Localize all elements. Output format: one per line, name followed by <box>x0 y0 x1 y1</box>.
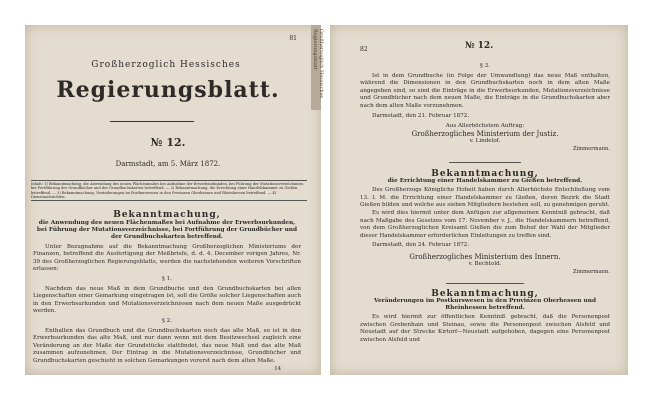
ministry-name: Großherzogliches Ministerium des Innern. <box>409 252 561 261</box>
right-page <box>330 25 628 375</box>
masthead-title: Regierungsblatt. <box>56 77 280 103</box>
announcement-heading: Bekanntmachung, <box>113 210 221 220</box>
section-text: Enthalten das Grundbuch und die Grundbuchskarten noch das alte Maß, so ist in den Erwerbsurkunden das alte Maß, und nur dann wenn mit dem Besitzwechsel zugleich eine Veränderung an der Maße der Grundstücke stattfindet, das neue Maß und das alte Maß zusammen aufzunehmen. Der Eintrag in die Mutationsverzeichnisse, Grundbücher und Grundbuchskarten geschieht in solchen Gemarkungen vorerst nach dem alten Maße. <box>33 327 301 364</box>
page-number: 81 <box>289 35 297 42</box>
issue-number: № 12. <box>464 41 494 51</box>
announcement-heading: Bekanntmachung, <box>431 168 539 179</box>
order-line: Aus Allerhöchstem Auftrag: <box>445 123 525 130</box>
announcement-1 <box>33 212 301 373</box>
page-tab <box>311 25 324 110</box>
contents-summary: Inhalt: 1) Bekanntmachung, die Anwendung des neuen Flächenmaßes bei Aufnahme der Erwerbsurkunden, bei Führung der Mutationsverzeichnisse, bei Fortführung der Grundbücher und der Grundbuchskarten betreffend. — 2) Bekanntmachung, die Errichtung einer Handelskammer zu Gießen betreffend. — 3) Bekanntmachung, Veränderungen im Postkurswesen in den Provinzen Oberhessen und Rheinhessen betreffend. — 4) Dienstnachrichten. <box>31 180 307 201</box>
announcement-subheading: Veränderungen im Postkurswesen in den Provinzen Oberhessen und Rheinhessen betreffend. <box>373 298 597 312</box>
intro-paragraph: Unter Bezugnahme auf die Bekanntmachung Großherzoglichen Ministeriums der Finanzen, betreffend die Ausfertigung der Meßbriefe, d. d. 4. December vorigen Jahres, Nr. 39 des Großherzoglichen Regierungsblatts, werden die nachstehenden weiteren Vorschriften erlassen: <box>33 243 301 273</box>
date-line: Darmstadt, den 24. Februar 1872. <box>372 242 470 249</box>
left-page <box>25 25 324 375</box>
section-label: § 1. <box>162 275 172 282</box>
clerk-name: Zimmermann. <box>573 269 610 276</box>
announcement-text: Es wird hiermit zur öffentlichen Kenntniß gebracht, daß die Personenpost zwischen Grebenhain und Steinau, sowie die Personenpost zwischen Alsfeld und Neustadt auf der Strecke Kirtorf—Neustadt aufgehoben, dagegen eine Personenpost zwischen Alsfeld und <box>360 314 610 344</box>
supertitle: Großherzoglich Hessisches <box>91 60 241 70</box>
section-label: § 2. <box>162 317 172 324</box>
date-line: Darmstadt, den 21. Februar 1872. <box>372 112 470 119</box>
section-text: Ist in dem Grundbuche (in Folge der Umwandlung) das neue Maß enthalten, während die Dimensionen in den Grundbuchskarten noch in dem alten Maße angegeben sind, so sind die Einträge in die Erwerbsurkunden, Mutationsverzeichnisse und Grundbücher nach dem neuen Maße, die Einträge in die Grundbuchskarten aber nach dem alten Maße vorzunehmen. <box>360 72 610 109</box>
divider <box>446 283 524 284</box>
divider <box>449 162 521 163</box>
ornamental-rule <box>110 121 194 122</box>
ministry-name: Großherzogliches Ministerium der Justiz. <box>411 129 559 138</box>
announcement-subheading: die Errichtung einer Handelskammer zu Gießen betreffend. <box>387 178 583 185</box>
announcement-heading: Bekanntmachung, <box>431 288 539 299</box>
announcement-subheading: die Anwendung des neuen Flächenmaßes bei Aufnahme der Erwerbsurkunden, bei Führung der Mutationsverzeichnisse, bei Fortführung der Grundbücher und der Grundbuchskarten betreffend. <box>36 219 298 240</box>
section-label: § 3. <box>480 63 490 69</box>
minister-name: v. Lindelof. <box>469 138 501 145</box>
section-text: Nachdem das neue Maß in dem Grundbuche und den Grundbuchskarten bei allen Liegenschaften einer Gemarkung eingetragen ist, soll die Größe solcher Liegenschaften auch in den Erwerbsurkunden und Mutationsverzeichnissen nach dem neuen Maße ausgedrückt werden. <box>33 285 301 315</box>
signature-mark: 14 <box>274 365 281 372</box>
right-page-body <box>360 61 610 345</box>
minister-name: v. Bechtold. <box>468 261 502 268</box>
issue-date: Darmstadt, am 5. März 1872. <box>115 160 221 168</box>
announcement-text: Des Großherzogs Königliche Hoheit haben durch Allerhöchste Entschließung vom 13. l. M. die Errichtung einer Handelskammer zu Gießen, deren Bezirk die Stadt Gießen bilden und welche aus sieben Mitgliedern bestehen soll, zu genehmigen geruht. <box>360 187 610 209</box>
announcement-text: Es wird dies hiermit unter dem Anfügen zur allgemeinen Kenntniß gebracht, daß nach Maßgabe des Gesetzes vom 17. November v. J., die Handelskammern betreffend, von dem Großherzoglichen Kreisamt Gießen die zum Behuf der Wahl der Mitglieder dieser Handelskammer erforderlichen Einleitungen zu treffen sind. <box>360 209 610 239</box>
tab-text: Großherzoglich Hessisches Regierungsblatt <box>312 29 324 99</box>
issue-number: № 12. <box>150 136 186 149</box>
page-number: 82 <box>360 46 368 53</box>
clerk-name: Zimmermann. <box>573 145 610 152</box>
